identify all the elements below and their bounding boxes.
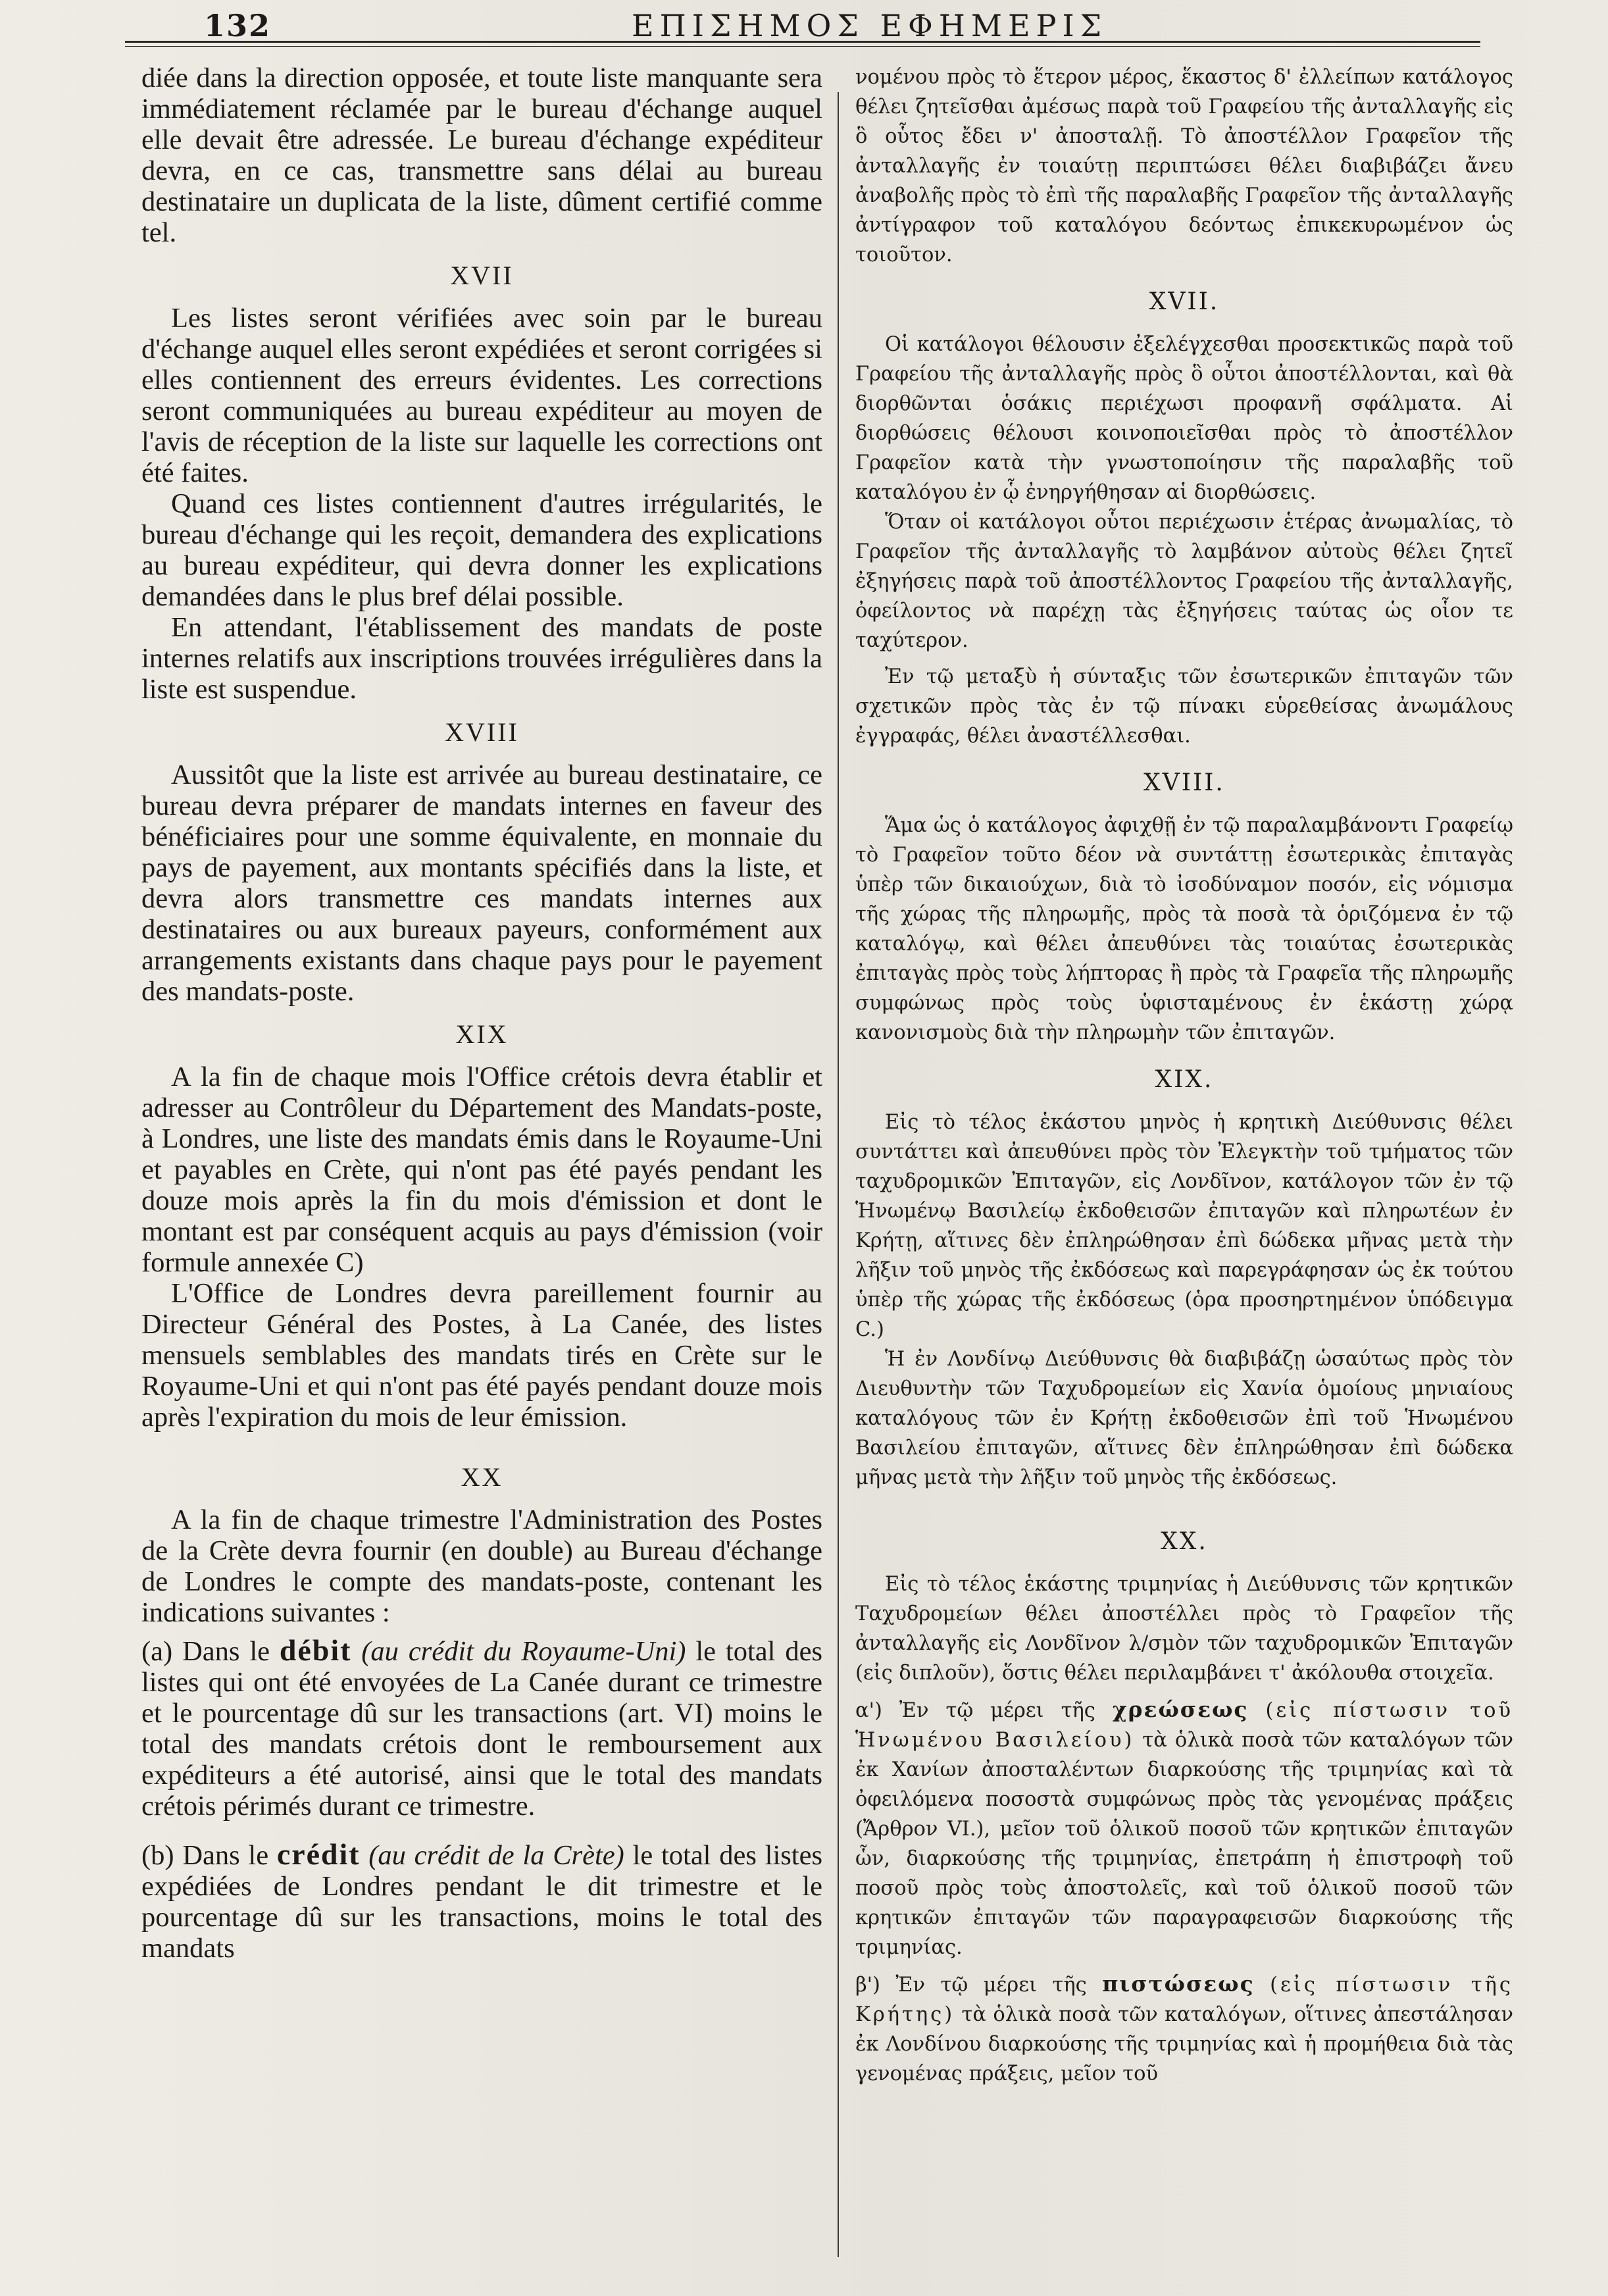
greek-item-b-lead: Ἐν τῷ μέρει τῆς <box>895 1974 1087 1997</box>
greek-section-xvii-paragraph-1: Οἱ κατάλογοι θέλουσιν ἐξελέγχεσθαι προσεκτικῶς παρὰ τοῦ Γραφείου τῆς ἀνταλλαγῆς πρὸς ὃ οὗτοι ἀποστέλλονται, καὶ θὰ διορθῶνται ὁσάκις περιέχωσι προφανῆ σφάλματα. Αἱ διορθώσεις θέλουσι κοινοποιεῖσθαι πρὸς τὸ ἀποστέλλον Γραφεῖον κατὰ τὴν γνωστοποίησιν τῆς παραλαβῆς τοῦ καταλόγου ἐν ᾧ ἐνηργήθησαν αἱ διορθώσεις. <box>855 333 1513 504</box>
greek-item-a <box>855 1695 1513 1962</box>
french-item-b <box>141 1839 822 1964</box>
greek-item-b-text: τὰ ὁλικὰ ποσὰ τῶν καταλόγων, οἵτινες ἀπεστάλησαν ἐκ Λονδίνου διαρκούσης τῆς τριμηνίας καὶ ἡ προμήθεια διὰ τὰς γενομένας πράξεις, μεῖον τοῦ <box>855 2003 1513 2085</box>
greek-item-b-parenthetical: (εἰς πίστωσιν τῆς Κρήτης) <box>855 1974 1513 2026</box>
french-item-b-parenthetical: (au crédit de la Crète) <box>368 1840 624 1871</box>
french-item-b-keyword: crédit <box>276 1837 361 1871</box>
french-section-xx-paragraph-1: A la fin de chaque trimestre l'Administration des Postes de la Crète devra fournir (en double) au Bureau d'échange de Londres le compte des mandats-poste, contenant les indications suivantes : <box>141 1504 822 1628</box>
greek-item-a-keyword: χρεώσεως <box>1112 1696 1249 1722</box>
greek-section-xvii-heading: XVII. <box>1149 288 1220 315</box>
french-section-xviii-paragraph-1: Aussitôt que la liste est arrivée au bureau destinataire, ce bureau devra préparer de mandats internes en faveur des bénéficiaires pour une somme équivalente, en monnaie du pays de payement, aux montants spécifiés dans la liste, et devra alors transmettre ces mandats internes aux destinataires ou aux bureaux payeurs, conformément aux arrangements existants dans chaque pays pour le payement des mandats-poste. <box>141 759 822 1007</box>
french-intro-paragraph: diée dans la direction opposée, et toute liste manquante sera immédiatement réclamée par le bureau d'échange auquel elle devait être adressée. Le bureau d'échange expéditeur devra, en ce cas, transmettre sans délai au bureau destinataire un duplicata de la liste, dûment certifié comme tel. <box>141 63 822 248</box>
french-item-a-lead: Dans le <box>182 1636 270 1667</box>
french-section-xviii-heading: XVIII <box>445 717 519 747</box>
greek-column <box>855 63 1513 2280</box>
greek-section-xviii-heading: XVIII. <box>1143 769 1225 796</box>
greek-section-xix-paragraph-1: Εἰς τὸ τέλος ἑκάστου μηνὸς ἡ κρητικὴ Διεύθυνσις θέλει συντάττει καὶ ἀπευθύνει πρὸς τὸν Ἐλεγκτὴν τοῦ τμήματος τῶν ταχυδρομικῶν Ἐπιταγῶν, εἰς Λονδῖνον, κατάλογον τῶν ἐν τῷ Ἡνωμένῳ Βασιλείῳ ἐκδοθεισῶν ἐπιταγῶν καὶ πληρωτέων ἐν Κρήτῃ, αἵτινες δὲν ἐπληρώθησαν ἐπὶ δώδεκα μῆνας μετὰ τὴν λῆξιν τοῦ μηνὸς τῆς ἐκδόσεως καὶ παρεγράφησαν ὡς ἐκ τούτου ὑπὲρ τῆς χώρας τῆς ἐκδόσεως (ὁρα προσηρτημένον ὑπόδειγμα C.) <box>855 1111 1513 1341</box>
greek-section-xix-heading: XIX. <box>1155 1066 1214 1093</box>
greek-section-xvii-paragraph-3: Ἐν τῷ μεταξὺ ἡ σύνταξις τῶν ἐσωτερικῶν ἐπιταγῶν τῶν σχετικῶν πρὸς τὰς ἐν τῷ πίνακι εὑρεθείσας ἀνωμάλους ἐγγραφάς, θέλει ἀναστέλλεσθαι. <box>855 665 1513 748</box>
french-item-a-keyword: débit <box>279 1633 352 1667</box>
french-item-a-text: le total des listes qui ont été envoyées de La Canée durant ce trimestre et le pourcentage dû sur les transactions (art. VI) moins le total des mandats crétois dont le remboursement aux expéditeurs a été autorisé, ainsi que le total des mandats crétois périmés durant ce trimestre. <box>141 1636 822 1822</box>
greek-item-a-parenthetical: (εἰς πίστωσιν τοῦ Ἡνωμένου Βασιλείου) <box>855 1699 1513 1752</box>
greek-section-xviii-paragraph-1: Ἅμα ὡς ὁ κατάλογος ἀφιχθῇ ἐν τῷ παραλαμβάνοντι Γραφείῳ τὸ Γραφεῖον τοῦτο δέον νὰ συντάττῃ ἐσωτερικὰς ἐπιταγὰς ὑπὲρ τῶν δικαιούχων, διὰ τὸ ἰσοδύναμον ποσόν, εἰς νόμισμα τῆς χώρας τῆς πληρωμῆς, πρὸς τὰ ποσὰ τὰ ὁριζόμενα ἐν τῷ καταλόγῳ, καὶ θέλει ἀπευθύνει τὰς τοιαύτας ἐσωτερικὰς ἐπιταγὰς πρὸς τοὺς λήπτορας ἢ πρὸς τὰ Γραφεῖα τῆς πληρωμῆς συμφώνως πρὸς τοὺς ὑφισταμένους ἐν ἑκάστῃ χώρᾳ κανονισμοὺς διὰ τὴν πληρωμὴν τῶν ἐπιταγῶν. <box>855 814 1513 1044</box>
greek-item-a-lead: Ἐν τῷ μέρει τῆς <box>899 1699 1095 1722</box>
greek-section-xx-heading: XX. <box>1161 1528 1208 1555</box>
french-section-xvii-heading: XVII <box>450 261 514 290</box>
french-section-xvii-paragraph-3: En attendant, l'établissement des mandats de poste internes relatifs aux inscriptions trouvées irrégulières dans la liste est suspendue. <box>141 612 822 705</box>
greek-item-a-label: α') <box>855 1699 882 1722</box>
french-section-xix-paragraph-1: A la fin de chaque mois l'Office crétois devra établir et adresser au Contrôleur du Département des Mandats-poste, à Londres, une liste des mandats émis dans le Royaume-Uni et payables en Crète, qui n'ont pas été payés pendant les douze mois après la fin du mois d'émission et dont le montant est par conséquent acquis au pays d'émission (voir formule annexée C) <box>141 1061 822 1278</box>
running-header <box>79 8 1526 64</box>
page-number: 132 <box>204 8 272 43</box>
header-rule-thin <box>125 46 1480 47</box>
french-item-a-parenthetical: (au crédit du Royaume-Uni) <box>361 1636 686 1667</box>
french-section-xvii-paragraph-2: Quand ces listes contiennent d'autres irrégularités, le bureau d'échange qui les reçoit, demandera des explications au bureau expéditeur, qui devra donner les explications demandées dans le plus bref délai possible. <box>141 488 822 612</box>
greek-section-xx-paragraph-1: Εἰς τὸ τέλος ἑκάστης τριμηνίας ἡ Διεύθυνσις τῶν κρητικῶν Ταχυδρομείων θέλει ἀποστέλλει πρὸς τὸ Γραφεῖον τῆς ἀνταλλαγῆς εἰς Λονδῖνον λ/σμὸν τῶν ταχυδρομικῶν Ἐπιταγῶν (εἰς διπλοῦν), ὅστις θέλει περιλαμβάνει τ' ἀκόλουθα στοιχεῖα. <box>855 1573 1513 1685</box>
header-rule <box>125 41 1480 43</box>
french-item-b-label: (b) <box>141 1840 174 1871</box>
greek-item-b <box>855 1969 1513 2089</box>
french-section-xvii-paragraph-1: Les listes seront vérifiées avec soin par le bureau d'échange auquel elles seront expédiées et seront corrigées si elles contiennent des erreurs évidentes. Les corrections seront communiquées au bureau expéditeur au moyen de l'avis de réception de la liste sur laquelle les corrections ont été faites. <box>141 303 822 488</box>
publication-title: ΕΠΙΣΗΜΟΣ ΕΦΗΜΕΡΙΣ <box>632 8 1108 43</box>
french-section-xix-paragraph-2: L'Office de Londres devra pareillement fournir au Directeur Général des Postes, à La Canée, des listes mensuels semblables des mandats tirés en Crète sur le Royaume-Uni et qui n'ont pas été payés pendant douze mois après l'expiration du mois de leur émission. <box>141 1278 822 1433</box>
greek-section-xix-paragraph-2: Ἡ ἐν Λονδίνῳ Διεύθυνσις θὰ διαβιβάζῃ ὡσαύτως πρὸς τὸν Διευθυντὴν τῶν Ταχυδρομείων εἰς Χανία ὁμοίους μηνιαίους καταλόγους τῶν ἐν Κρήτῃ ἐκδοθεισῶν ἐπὶ τοῦ Ἡνωμένου Βασιλείου ἐπιταγῶν, αἵτινες δὲν ἐπληρώθησαν ἐπὶ δώδεκα μῆνας μετὰ τὴν λῆξιν τοῦ μηνὸς τῆς ἐκδόσεως. <box>855 1348 1513 1489</box>
french-section-xx-heading: XX <box>461 1462 503 1492</box>
greek-intro-paragraph: νομένου πρὸς τὸ ἕτερον μέρος, ἕκαστος δ' ἐλλείπων κατάλογος θέλει ζητεῖσθαι ἀμέσως παρὰ τοῦ Γραφείου τῆς ἀνταλλαγῆς εἰς ὃ οὗτος ἔδει ν' ἀποσταλῇ. Τὸ ἀποστέλλον Γραφεῖον τῆς ἀνταλλαγῆς ἐν τοιαύτῃ περιπτώσει θέλει διαβιβάζει ἄνευ ἀναβολῆς πρὸς τὸ ἐπὶ τῆς παραλαβῆς Γραφεῖον τῆς ἀνταλλαγῆς ἀντίγραφον τοῦ καταλόγου δεόντως ἐπικεκυρωμένον ὡς τοιοῦτον. <box>855 66 1513 267</box>
column-divider <box>838 92 839 2257</box>
french-item-a-label: (a) <box>141 1636 173 1667</box>
greek-item-b-keyword: πιστώσεως <box>1102 1971 1255 1997</box>
french-column <box>141 63 822 2280</box>
greek-item-b-label: β') <box>855 1974 880 1997</box>
french-section-xix-heading: XIX <box>455 1019 509 1049</box>
greek-item-a-text: τὰ ὁλικὰ ποσὰ τῶν καταλόγων τῶν ἐκ Χανίων ἀποσταλέντων διαρκούσης τῆς τριμηνίας καὶ τὰ ὀφειλόμενα ποσοστὰ συμφώνως πρὸς τὰς γενομένας πράξεις (Ἄρθρον VI.), μεῖον τοῦ ὁλικοῦ ποσοῦ τῶν κρητικῶν ἐπιταγῶν ὧν, διαρκούσης τῆς τριμηνίας, ἐπετράπη ἡ ἐπιστροφὴ τοῦ ποσοῦ πρὸς τοὺς ἀποστολεῖς, καὶ τοῦ ὁλικοῦ ποσοῦ τῶν κρητικῶν ἐπιταγῶν τῶν παραγραφεισῶν διαρκούσης τῆς τριμηνίας. <box>855 1729 1513 1959</box>
greek-section-xvii-paragraph-2: Ὅταν οἱ κατάλογοι οὗτοι περιέχωσιν ἑτέρας ἀνωμαλίας, τὸ Γραφεῖον τῆς ἀνταλλαγῆς τὸ λαμβάνον αὐτοὺς θέλει ζητεῖ ἐξηγήσεις παρὰ τοῦ ἀποστέλλοντος Γραφείου τῆς ἀνταλλαγῆς, ὀφείλοντος νὰ παρέχῃ τὰς ἐξηγήσεις ταύτας ὡς οἷον τε ταχύτερον. <box>855 511 1513 652</box>
french-item-b-lead: Dans le <box>182 1840 269 1871</box>
french-item-a <box>141 1635 822 1822</box>
french-item-b-text: le total des listes expédiées de Londres pendant le dit trimestre et le pourcentage dû sur les transactions, moins le total des mandats <box>141 1840 822 1964</box>
